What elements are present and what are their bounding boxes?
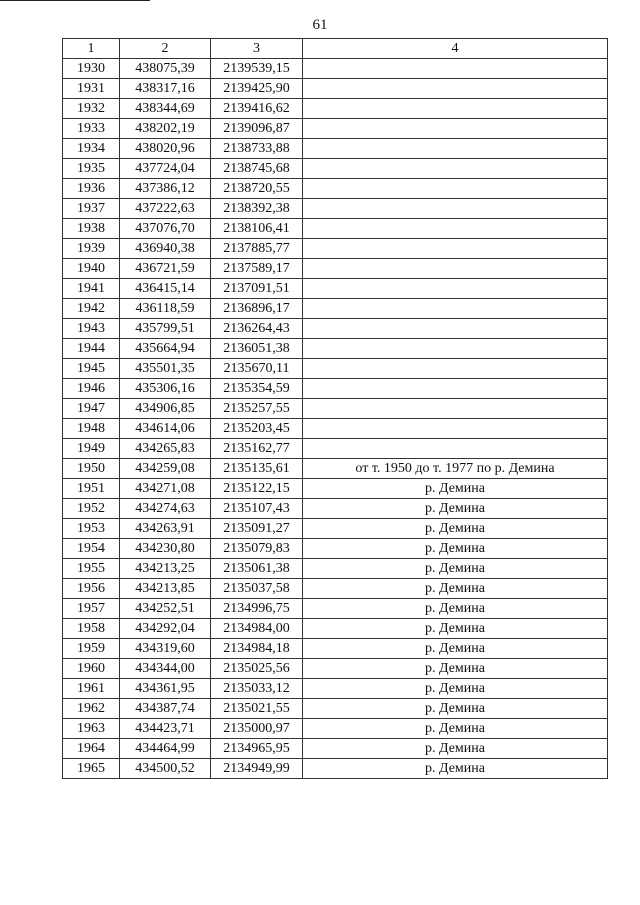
table-row: [63, 719, 608, 739]
table-row: [63, 139, 608, 159]
table-row: [63, 199, 608, 219]
description-cell: р. Демина: [303, 559, 608, 579]
y-coordinate-cell: 2134965,95: [211, 739, 303, 759]
y-coordinate-cell: 2139539,15: [211, 59, 303, 79]
y-coordinate-cell: 2135203,45: [211, 419, 303, 439]
description-cell: р. Демина: [303, 739, 608, 759]
point-number-cell: 1958: [63, 619, 120, 639]
page-number: 61: [312, 17, 328, 33]
y-coordinate-cell: 2135079,83: [211, 539, 303, 559]
point-number-cell: 1957: [63, 599, 120, 619]
description-cell: [303, 179, 608, 199]
header-row: [63, 39, 608, 59]
y-coordinate-cell: 2135107,43: [211, 499, 303, 519]
point-number-cell: 1931: [63, 79, 120, 99]
y-coordinate-cell: 2136264,43: [211, 319, 303, 339]
x-coordinate-cell: 434423,71: [120, 719, 211, 739]
y-coordinate-cell: 2135122,15: [211, 479, 303, 499]
table-header: [63, 39, 608, 59]
y-coordinate-cell: 2135033,12: [211, 679, 303, 699]
x-coordinate-cell: 436721,59: [120, 259, 211, 279]
point-number-cell: 1936: [63, 179, 120, 199]
point-number-cell: 1962: [63, 699, 120, 719]
description-cell: р. Демина: [303, 539, 608, 559]
y-coordinate-cell: 2138733,88: [211, 139, 303, 159]
table-row: [63, 219, 608, 239]
y-coordinate-cell: 2135061,38: [211, 559, 303, 579]
table-row: [63, 319, 608, 339]
description-cell: р. Демина: [303, 499, 608, 519]
table-row: [63, 679, 608, 699]
point-number-cell: 1963: [63, 719, 120, 739]
point-number-cell: 1940: [63, 259, 120, 279]
x-coordinate-cell: 434252,51: [120, 599, 211, 619]
y-coordinate-cell: 2139096,87: [211, 119, 303, 139]
point-number-cell: 1943: [63, 319, 120, 339]
y-coordinate-cell: 2137589,17: [211, 259, 303, 279]
description-cell: [303, 439, 608, 459]
header-col-1: 1: [63, 39, 120, 59]
table-row: [63, 419, 608, 439]
scan-corner-line: [0, 0, 150, 1]
y-coordinate-cell: 2135670,11: [211, 359, 303, 379]
x-coordinate-cell: 434213,25: [120, 559, 211, 579]
point-number-cell: 1945: [63, 359, 120, 379]
x-coordinate-cell: 434265,83: [120, 439, 211, 459]
y-coordinate-cell: 2134984,00: [211, 619, 303, 639]
description-cell: р. Демина: [303, 699, 608, 719]
x-coordinate-cell: 436415,14: [120, 279, 211, 299]
header-col-3: 3: [211, 39, 303, 59]
y-coordinate-cell: 2135021,55: [211, 699, 303, 719]
x-coordinate-cell: 434614,06: [120, 419, 211, 439]
x-coordinate-cell: 435664,94: [120, 339, 211, 359]
table-row: [63, 339, 608, 359]
description-cell: р. Демина: [303, 679, 608, 699]
point-number-cell: 1950: [63, 459, 120, 479]
table-row: [63, 259, 608, 279]
table-row: [63, 439, 608, 459]
table-row: [63, 699, 608, 719]
point-number-cell: 1933: [63, 119, 120, 139]
y-coordinate-cell: 2138745,68: [211, 159, 303, 179]
point-number-cell: 1934: [63, 139, 120, 159]
description-cell: р. Демина: [303, 639, 608, 659]
table-row: [63, 119, 608, 139]
table-row: [63, 299, 608, 319]
x-coordinate-cell: 434259,08: [120, 459, 211, 479]
description-cell: [303, 379, 608, 399]
description-cell: [303, 239, 608, 259]
point-number-cell: 1937: [63, 199, 120, 219]
description-cell: [303, 99, 608, 119]
description-cell: р. Демина: [303, 519, 608, 539]
description-cell: р. Демина: [303, 619, 608, 639]
y-coordinate-cell: 2139425,90: [211, 79, 303, 99]
point-number-cell: 1956: [63, 579, 120, 599]
x-coordinate-cell: 434292,04: [120, 619, 211, 639]
point-number-cell: 1961: [63, 679, 120, 699]
x-coordinate-cell: 434387,74: [120, 699, 211, 719]
x-coordinate-cell: 434213,85: [120, 579, 211, 599]
x-coordinate-cell: 435501,35: [120, 359, 211, 379]
y-coordinate-cell: 2135091,27: [211, 519, 303, 539]
point-number-cell: 1965: [63, 759, 120, 779]
point-number-cell: 1955: [63, 559, 120, 579]
point-number-cell: 1939: [63, 239, 120, 259]
x-coordinate-cell: 434344,00: [120, 659, 211, 679]
description-cell: р. Демина: [303, 479, 608, 499]
table-row: [63, 59, 608, 79]
y-coordinate-cell: 2135037,58: [211, 579, 303, 599]
point-number-cell: 1949: [63, 439, 120, 459]
point-number-cell: 1944: [63, 339, 120, 359]
point-number-cell: 1947: [63, 399, 120, 419]
table-row: [63, 79, 608, 99]
x-coordinate-cell: 438020,96: [120, 139, 211, 159]
table-row: [63, 279, 608, 299]
description-cell: [303, 159, 608, 179]
point-number-cell: 1960: [63, 659, 120, 679]
y-coordinate-cell: 2135135,61: [211, 459, 303, 479]
description-cell: [303, 399, 608, 419]
point-number-cell: 1932: [63, 99, 120, 119]
y-coordinate-cell: 2138720,55: [211, 179, 303, 199]
x-coordinate-cell: 434361,95: [120, 679, 211, 699]
table-row: [63, 159, 608, 179]
table-row: [63, 659, 608, 679]
y-coordinate-cell: 2135025,56: [211, 659, 303, 679]
y-coordinate-cell: 2135257,55: [211, 399, 303, 419]
point-number-cell: 1938: [63, 219, 120, 239]
table-row: [63, 739, 608, 759]
x-coordinate-cell: 438317,16: [120, 79, 211, 99]
table-body: [63, 59, 608, 779]
coordinates-table: [62, 38, 608, 779]
description-cell: [303, 219, 608, 239]
x-coordinate-cell: 437222,63: [120, 199, 211, 219]
point-number-cell: 1941: [63, 279, 120, 299]
x-coordinate-cell: 435306,16: [120, 379, 211, 399]
description-cell: [303, 119, 608, 139]
table-row: [63, 599, 608, 619]
point-number-cell: 1948: [63, 419, 120, 439]
x-coordinate-cell: 434230,80: [120, 539, 211, 559]
point-number-cell: 1959: [63, 639, 120, 659]
x-coordinate-cell: 434319,60: [120, 639, 211, 659]
y-coordinate-cell: 2134996,75: [211, 599, 303, 619]
y-coordinate-cell: 2135162,77: [211, 439, 303, 459]
y-coordinate-cell: 2135000,97: [211, 719, 303, 739]
y-coordinate-cell: 2139416,62: [211, 99, 303, 119]
table-row: [63, 379, 608, 399]
table-row: [63, 759, 608, 779]
description-cell: от т. 1950 до т. 1977 по р. Демина: [303, 459, 608, 479]
point-number-cell: 1942: [63, 299, 120, 319]
x-coordinate-cell: 435799,51: [120, 319, 211, 339]
table-row: [63, 579, 608, 599]
y-coordinate-cell: 2138106,41: [211, 219, 303, 239]
table-row: [63, 459, 608, 479]
description-cell: р. Демина: [303, 579, 608, 599]
table-row: [63, 99, 608, 119]
description-cell: р. Демина: [303, 719, 608, 739]
description-cell: [303, 319, 608, 339]
y-coordinate-cell: 2135354,59: [211, 379, 303, 399]
x-coordinate-cell: 438202,19: [120, 119, 211, 139]
x-coordinate-cell: 434500,52: [120, 759, 211, 779]
description-cell: [303, 359, 608, 379]
x-coordinate-cell: 437076,70: [120, 219, 211, 239]
description-cell: р. Демина: [303, 599, 608, 619]
description-cell: [303, 259, 608, 279]
x-coordinate-cell: 434263,91: [120, 519, 211, 539]
y-coordinate-cell: 2138392,38: [211, 199, 303, 219]
description-cell: р. Демина: [303, 759, 608, 779]
y-coordinate-cell: 2136896,17: [211, 299, 303, 319]
description-cell: [303, 139, 608, 159]
point-number-cell: 1954: [63, 539, 120, 559]
y-coordinate-cell: 2134949,99: [211, 759, 303, 779]
x-coordinate-cell: 434274,63: [120, 499, 211, 519]
x-coordinate-cell: 434271,08: [120, 479, 211, 499]
description-cell: [303, 299, 608, 319]
x-coordinate-cell: 437386,12: [120, 179, 211, 199]
point-number-cell: 1952: [63, 499, 120, 519]
x-coordinate-cell: 436118,59: [120, 299, 211, 319]
table-row: [63, 619, 608, 639]
table-row: [63, 539, 608, 559]
y-coordinate-cell: 2136051,38: [211, 339, 303, 359]
point-number-cell: 1964: [63, 739, 120, 759]
x-coordinate-cell: 437724,04: [120, 159, 211, 179]
description-cell: р. Демина: [303, 659, 608, 679]
x-coordinate-cell: 438075,39: [120, 59, 211, 79]
table-row: [63, 499, 608, 519]
table-row: [63, 359, 608, 379]
table-row: [63, 559, 608, 579]
description-cell: [303, 79, 608, 99]
table-row: [63, 239, 608, 259]
table-row: [63, 399, 608, 419]
header-col-2: 2: [120, 39, 211, 59]
point-number-cell: 1946: [63, 379, 120, 399]
x-coordinate-cell: 434464,99: [120, 739, 211, 759]
table-row: [63, 179, 608, 199]
y-coordinate-cell: 2137885,77: [211, 239, 303, 259]
table-row: [63, 639, 608, 659]
header-col-4: 4: [303, 39, 608, 59]
y-coordinate-cell: 2137091,51: [211, 279, 303, 299]
point-number-cell: 1935: [63, 159, 120, 179]
y-coordinate-cell: 2134984,18: [211, 639, 303, 659]
x-coordinate-cell: 438344,69: [120, 99, 211, 119]
description-cell: [303, 419, 608, 439]
description-cell: [303, 59, 608, 79]
table-row: [63, 519, 608, 539]
point-number-cell: 1953: [63, 519, 120, 539]
x-coordinate-cell: 434906,85: [120, 399, 211, 419]
description-cell: [303, 199, 608, 219]
table-row: [63, 479, 608, 499]
description-cell: [303, 279, 608, 299]
description-cell: [303, 339, 608, 359]
point-number-cell: 1951: [63, 479, 120, 499]
point-number-cell: 1930: [63, 59, 120, 79]
x-coordinate-cell: 436940,38: [120, 239, 211, 259]
